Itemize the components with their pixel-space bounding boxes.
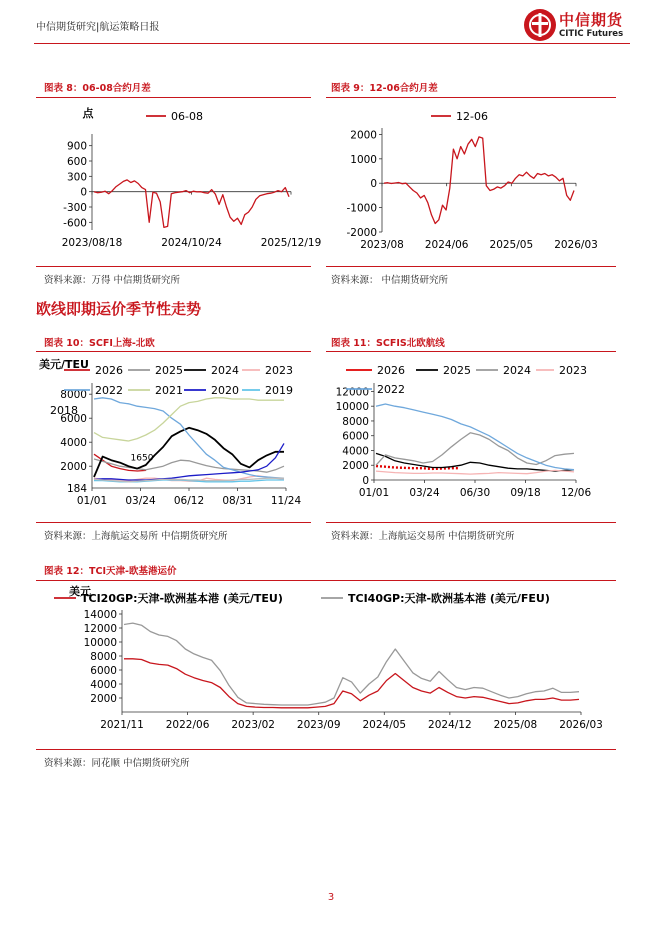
- fig11-y-tick-label: 8000: [342, 415, 369, 428]
- fig9-title: 图表 9：12-06合约月差: [331, 83, 438, 94]
- header-divider: [34, 43, 630, 44]
- fig10-legend-label: 2025: [155, 364, 183, 377]
- fig11-y-tick-label: 12000: [335, 386, 369, 399]
- fig8-chart: [36, 100, 322, 260]
- fig8-y-tick-label: 300: [66, 171, 87, 184]
- fig10-x-tick-label: 06/12: [173, 495, 205, 507]
- fig8-title-rule: [36, 97, 311, 98]
- fig9-y-tick-label: 1000: [350, 153, 377, 166]
- header-title: 中信期货研究|航运策略日报: [36, 22, 160, 33]
- fig11-title: 图表 11：SCFIS北欧航线: [331, 338, 445, 349]
- fig10-y-min-label: 184: [66, 483, 87, 495]
- fig9-chart: [326, 100, 616, 260]
- fig10-legend-label: 2021: [155, 384, 183, 397]
- fig12-y-tick-label: 2000: [90, 693, 117, 705]
- fig9-x-tick-label: 2026/03: [554, 239, 598, 251]
- fig12-x-tick-label: 2021/11: [100, 719, 144, 731]
- fig12-x-tick-label: 2023/02: [231, 719, 275, 731]
- fig10-legend-label: 2019: [265, 384, 293, 397]
- logo-text-en: CITIC Futures: [559, 29, 624, 39]
- fig8-y-tick-label: -600: [63, 217, 87, 230]
- fig8-x-tick-label: 2023/08/18: [61, 237, 123, 249]
- fig12-title: 图表 12：TCI天津-欧基港运价: [44, 566, 177, 577]
- fig12-y-tick-label: 4000: [90, 679, 117, 691]
- fig10-x-tick-label: 08/31: [222, 495, 253, 507]
- brand-logo: [523, 8, 635, 42]
- fig10-x-tick-label: 03/24: [125, 495, 156, 507]
- fig12-x-tick-label: 2025/08: [493, 719, 538, 731]
- fig9-y-tick-label: -1000: [346, 202, 377, 215]
- fig9-legend-label: 12-06: [456, 110, 488, 123]
- fig11-x-tick-label: 01/01: [358, 487, 390, 499]
- fig9-y-tick-label: 2000: [350, 129, 377, 142]
- fig8-y-axis-unit: 点: [82, 107, 94, 120]
- fig11-y-tick-label: 2000: [342, 460, 369, 473]
- fig11-chart: [326, 355, 616, 520]
- fig10-y-tick-label: 4000: [60, 437, 87, 450]
- fig9-x-tick-label: 2025/05: [489, 239, 534, 251]
- fig10-legend-label: 2026: [95, 364, 123, 377]
- fig11-legend-label: 2022: [377, 383, 405, 396]
- fig12-y-axis-unit: 美元: [69, 585, 91, 598]
- fig12-source: 资料来源：同花顺 中信期货研究所: [44, 758, 190, 769]
- fig11-x-tick-label: 06/30: [459, 487, 491, 499]
- fig8-bottom-rule: [36, 266, 311, 267]
- fig10-chart: [36, 355, 311, 520]
- fig12-y-tick-label: 10000: [83, 637, 117, 649]
- fig12-y-tick-label: 8000: [90, 651, 117, 663]
- fig12-x-tick-label: 2024/12: [428, 719, 472, 731]
- fig10-y-tick-label: 6000: [60, 413, 87, 426]
- fig8-x-tick-label: 2025/12/19: [260, 237, 322, 249]
- fig11-y-tick-label: 6000: [342, 430, 369, 443]
- fig8-series-line-0: [94, 180, 289, 228]
- fig10-legend-label: 2024: [211, 364, 239, 377]
- fig10-bottom-rule: [36, 522, 311, 523]
- section-title: 欧线即期运价季节性走势: [36, 300, 202, 318]
- fig8-source: 资料来源：万得 中信期货研究所: [44, 275, 181, 286]
- fig12-x-tick-label: 2024/05: [362, 719, 407, 731]
- fig11-legend-label: 2023: [559, 364, 587, 377]
- fig8-title: 图表 8：06-08合约月差: [44, 83, 151, 94]
- fig10-legend-label: 2022: [95, 384, 123, 397]
- fig11-x-tick-label: 03/24: [409, 487, 440, 499]
- fig12-bottom-rule: [36, 749, 616, 750]
- fig11-legend-label: 2025: [443, 364, 471, 377]
- fig11-series-line-3: [376, 470, 574, 474]
- fig12-x-tick-label: 2023/09: [296, 719, 341, 731]
- fig12-x-tick-label: 2022/06: [165, 719, 210, 731]
- fig8-x-tick-label: 2024/10/24: [161, 237, 222, 249]
- fig10-y-tick-label: 8000: [60, 389, 87, 402]
- fig12-y-tick-label: 6000: [90, 665, 117, 677]
- fig10-x-tick-label: 01/01: [76, 495, 108, 507]
- fig11-legend-label: 2024: [503, 364, 531, 377]
- fig9-title-rule: [326, 97, 616, 98]
- fig10-source: 资料来源：上海航运交易所 中信期货研究所: [44, 531, 228, 542]
- fig9-y-tick-label: 0: [370, 178, 377, 191]
- fig11-source: 资料来源：上海航运交易所 中信期货研究所: [331, 531, 515, 542]
- fig12-series-line-1: [124, 623, 579, 705]
- fig10-y-tick-label: 2000: [60, 461, 87, 474]
- fig12-series-line-0: [124, 659, 579, 708]
- fig8-legend-label: 06-08: [171, 110, 203, 123]
- fig10-x-tick-label: 11/24: [270, 495, 302, 507]
- fig12-y-tick-label: 12000: [83, 623, 117, 635]
- fig11-title-rule: [326, 351, 616, 352]
- fig11-x-tick-label: 09/18: [510, 487, 541, 499]
- fig10-title: 图表 10：SCFI上海-北欧: [44, 338, 155, 349]
- fig11-series-line-2: [376, 433, 574, 465]
- fig11-bottom-rule: [326, 522, 616, 523]
- fig12-legend-label: TCI40GP:天津-欧洲基本港 (美元/FEU): [348, 592, 550, 605]
- fig9-bottom-rule: [326, 266, 616, 267]
- fig8-y-tick-label: -300: [63, 202, 87, 214]
- fig10-annotation: 1650: [130, 453, 154, 464]
- fig8-y-tick-label: 0: [80, 186, 87, 199]
- fig12-legend-label: TCI20GP:天津-欧洲基本港 (美元/TEU): [81, 592, 283, 605]
- fig8-y-tick-label: 600: [66, 156, 87, 168]
- fig9-series-line-0: [384, 137, 574, 224]
- fig9-source: 资料来源： 中信期货研究所: [331, 275, 449, 286]
- fig11-y-tick-label: 4000: [342, 445, 369, 458]
- fig9-x-tick-label: 2024/06: [424, 239, 469, 251]
- fig11-legend-label: 2026: [377, 364, 405, 377]
- fig11-y-tick-label: 0: [362, 475, 369, 487]
- logo-text-cn: 中信期货: [559, 11, 624, 29]
- fig10-y-axis-unit: 美元/TEU: [39, 358, 89, 371]
- fig11-x-tick-label: 12/06: [560, 487, 592, 499]
- page-number: 3: [327, 892, 335, 903]
- fig12-title-rule: [36, 580, 616, 581]
- fig8-y-tick-label: 900: [66, 140, 87, 153]
- fig12-chart: [36, 584, 616, 744]
- fig9-x-tick-label: 2023/08: [360, 239, 404, 251]
- fig12-y-tick-label: 14000: [83, 609, 117, 621]
- fig10-title-rule: [36, 351, 311, 352]
- fig11-y-tick-label: 10000: [335, 401, 369, 414]
- fig10-legend-label: 2018: [50, 404, 78, 417]
- fig9-y-tick-label: -2000: [346, 227, 377, 239]
- fig12-x-tick-label: 2026/03: [559, 719, 603, 731]
- fig10-legend-label: 2020: [211, 384, 239, 397]
- fig10-legend-label: 2023: [265, 364, 293, 377]
- citic-logo-icon: [523, 8, 557, 42]
